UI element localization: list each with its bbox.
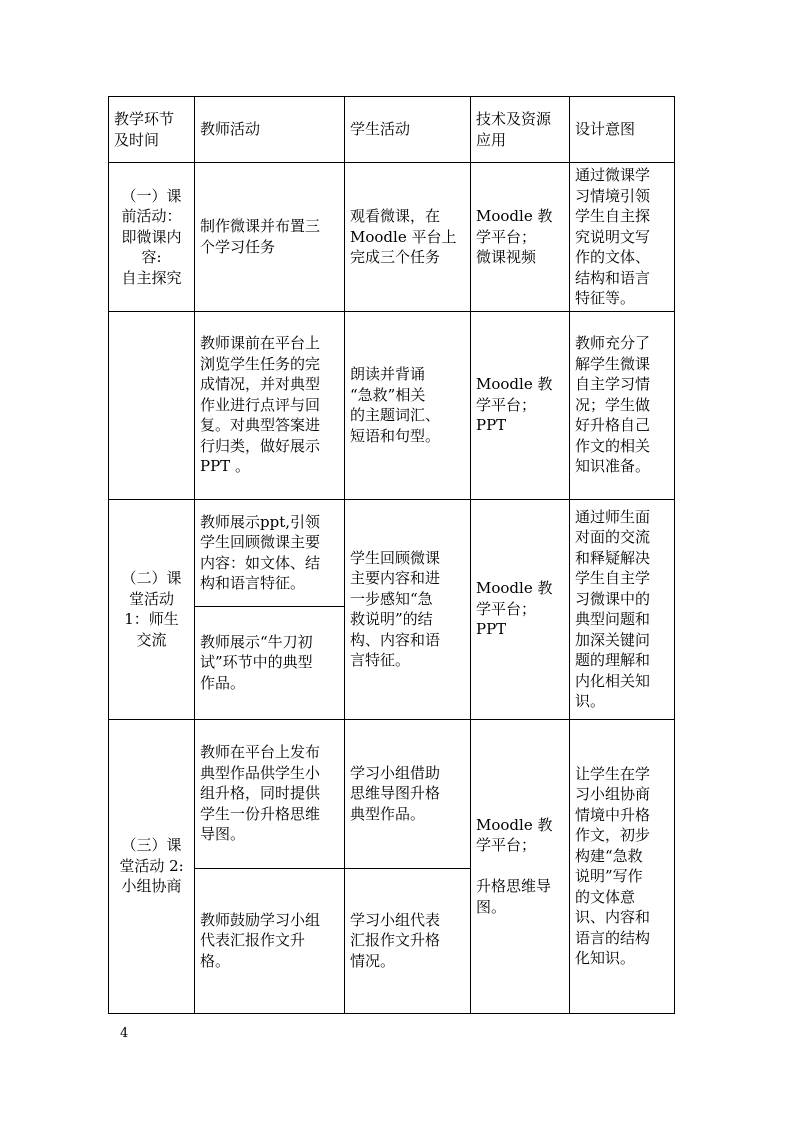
table-row <box>109 719 675 868</box>
lesson-plan-table <box>108 96 675 1014</box>
stage-cell: （一）课 前活动： 即微课内 容: 自主探究 <box>109 163 195 312</box>
stage-cell: （三）课 堂活动 2: 小组协商 <box>109 719 195 1013</box>
student-activity-cell: 观看微课，在 Moodle 平台上 完成三个任务 <box>345 163 471 312</box>
teacher-activity-cell: 教师展示ppt,引领 学生回顾微课主要 内容：如文体、结 构和语言特征。 <box>195 499 345 606</box>
stage-cell: （二）课 堂活动 1：师生 交流 <box>109 499 195 719</box>
tech-resource-cell: Moodle 教 学平台； 升格思维导 图。 <box>471 719 570 1013</box>
student-activity-cell: 学习小组借助 思维导图升格 典型作品。 <box>345 719 471 868</box>
table-row <box>109 499 675 606</box>
table-header-row <box>109 97 675 163</box>
student-activity-cell: 朗读并背诵 “急救”相关 的主题词汇、 短语和句型。 <box>345 311 471 499</box>
teacher-activity-cell: 教师课前在平台上 浏览学生任务的完 成情况，并对典型 作业进行点评与回 复。对典型答案进 行归类，做好展示 PPT 。 <box>195 311 345 499</box>
student-activity-cell: 学生回顾微课 主要内容和进 一步感知“急 救说明”的结 构、内容和语 言特征。 <box>345 499 471 719</box>
stage-cell <box>109 311 195 499</box>
teacher-activity-cell: 教师在平台上发布 典型作品供学生小 组升格，同时提供 学生一份升格思维 导图。 <box>195 719 345 868</box>
teacher-activity-cell: 教师展示“牛刀初 试”环节中的典型 作品。 <box>195 606 345 719</box>
header-student: 学生活动 <box>345 97 471 163</box>
tech-resource-cell: Moodle 教 学平台； PPT <box>471 499 570 719</box>
page-number: 4 <box>120 1026 129 1041</box>
header-tech: 技术及资源 应用 <box>471 97 570 163</box>
header-stage: 教学环节 及时间 <box>109 97 195 163</box>
teacher-activity-cell: 制作微课并布置三 个学习任务 <box>195 163 345 312</box>
design-intent-cell: 通过微课学 习情境引领 学生自主探 究说明文写 作的文体、 结构和语言 特征等。 <box>570 163 675 312</box>
student-activity-cell: 学习小组代表 汇报作文升格 情况。 <box>345 868 471 1013</box>
design-intent-cell: 通过师生面 对面的交流 和释疑解决 学生自主学 习微课中的 典型问题和 加深关键问 题的理解和 内化相关知 识。 <box>570 499 675 719</box>
tech-resource-cell: Moodle 教 学平台； 微课视频 <box>471 163 570 312</box>
header-teacher: 教师活动 <box>195 97 345 163</box>
header-intent: 设计意图 <box>570 97 675 163</box>
design-intent-cell: 教师充分了 解学生微课 自主学习情 况；学生做 好升格自己 作文的相关 知识准备。 <box>570 311 675 499</box>
table-row <box>109 163 675 312</box>
table-row <box>109 311 675 499</box>
tech-resource-cell: Moodle 教 学平台； PPT <box>471 311 570 499</box>
teacher-activity-cell: 教师鼓励学习小组 代表汇报作文升 格。 <box>195 868 345 1013</box>
design-intent-cell: 让学生在学 习小组协商 情境中升格 作文，初步 构建“急救 说明”写作 的文体意 识、内容和 语言的结构 化知识。 <box>570 719 675 1013</box>
